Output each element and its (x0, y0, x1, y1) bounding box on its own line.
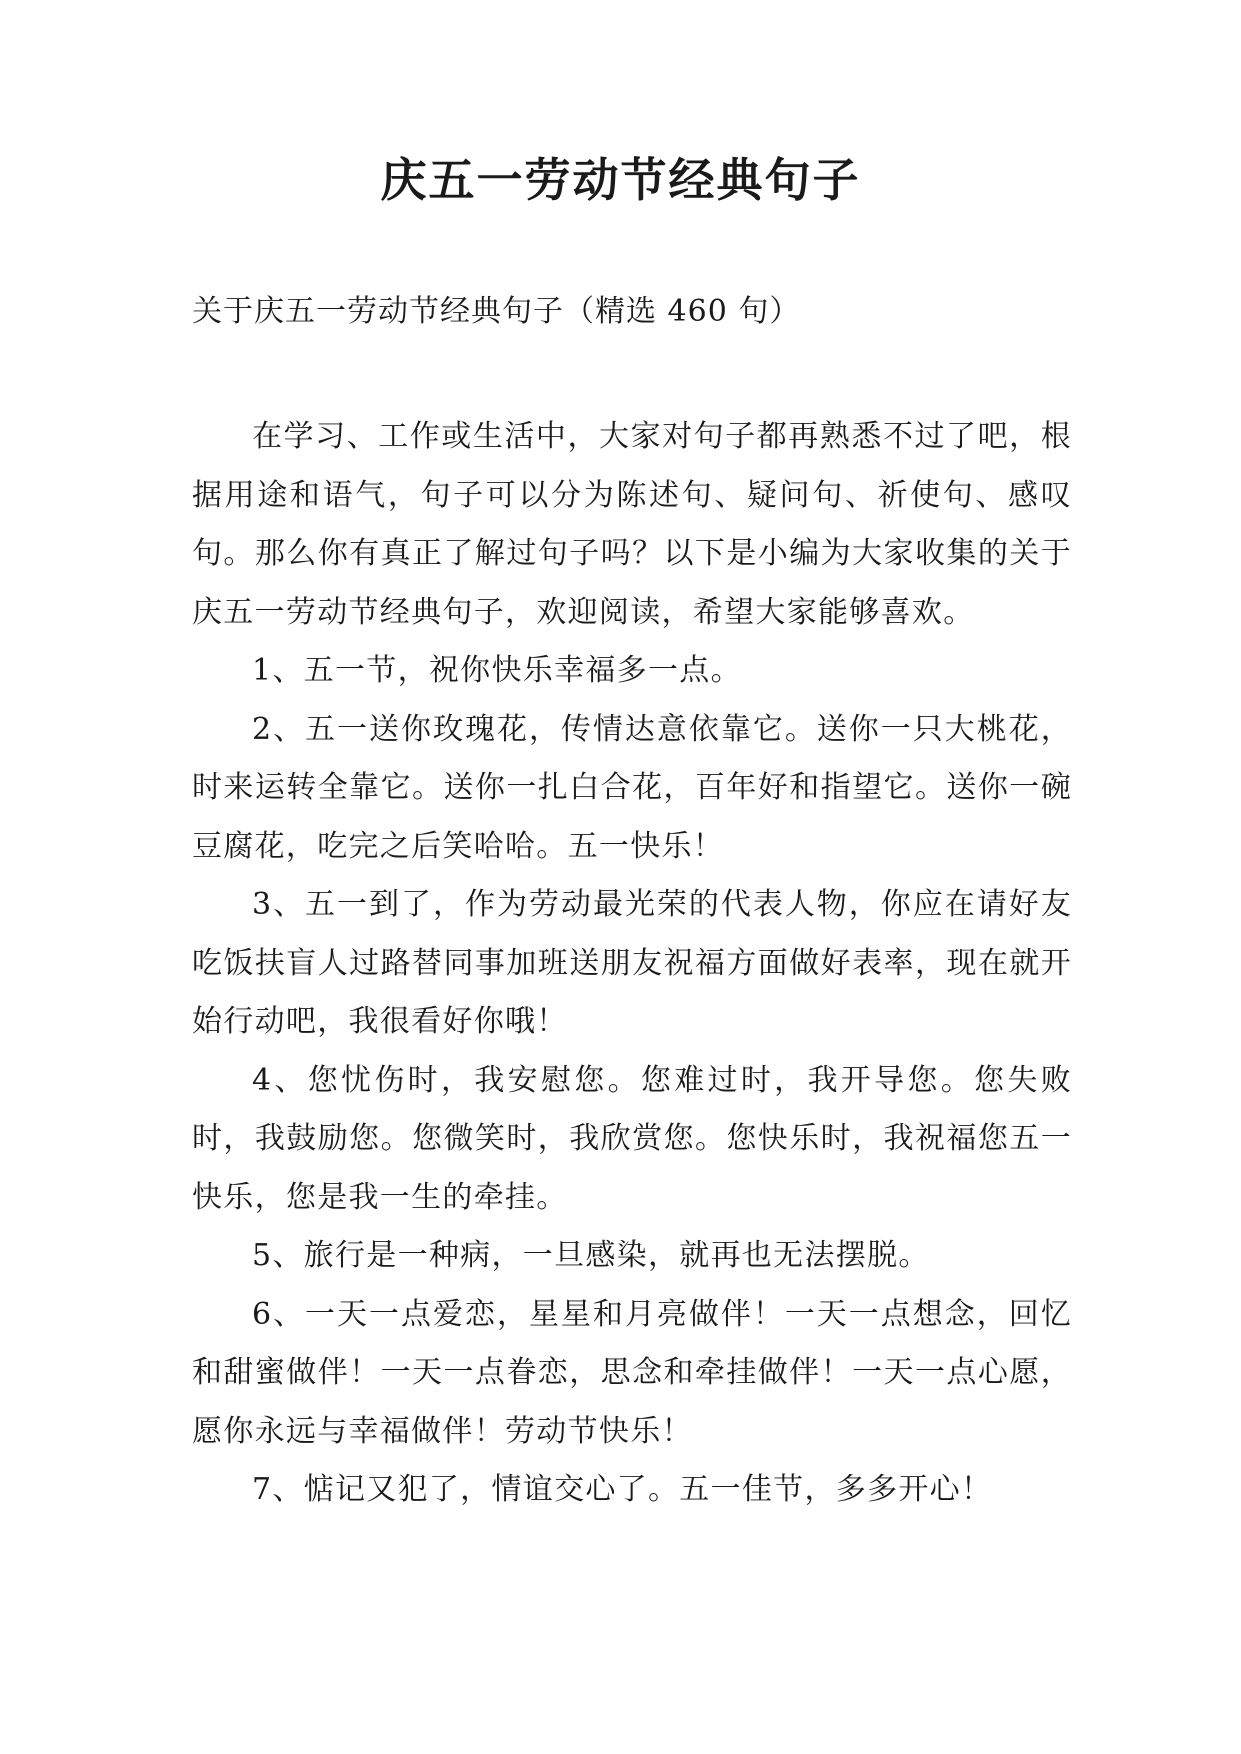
intro-paragraph: 在学习、工作或生活中，大家对句子都再熟悉不过了吧，根据用途和语气，句子可以分为陈述句、疑问句、祈使句、感叹句。那么你有真正了解过句子吗？以下是小编为大家收集的关于庆五一劳动节经典句子，欢迎阅读，希望大家能够喜欢。 (192, 419, 1072, 630)
document-title: 庆五一劳动节经典句子 (380, 153, 861, 207)
document-body (192, 408, 1072, 1520)
sentence-item: 1、五一节，祝你快乐幸福多一点。 (252, 653, 742, 688)
sentence-item: 6、一天一点爱恋，星星和月亮做伴！一天一点想念，回忆和甜蜜做伴！一天一点眷恋，思念和牵挂做伴！一天一点心愿，愿你永远与幸福做伴！劳动节快乐！ (192, 1296, 1072, 1449)
document-subtitle: 关于庆五一劳动节经典句子（精选 460 句） (192, 294, 801, 329)
sentence-item: 5、旅行是一种病，一旦感染，就再也无法摆脱。 (252, 1238, 930, 1273)
sentence-item: 4、您忧伤时，我安慰您。您难过时，我开导您。您失败时，我鼓励您。您微笑时，我欣赏您。您快乐时，我祝福您五一快乐，您是我一生的牵挂。 (192, 1062, 1072, 1215)
sentence-item: 2、五一送你玫瑰花，传情达意依靠它。送你一只大桃花，时来运转全靠它。送你一扎白合花，百年好和指望它。送你一碗豆腐花，吃完之后笑哈哈。五一快乐！ (192, 711, 1072, 864)
sentence-item: 3、五一到了，作为劳动最光荣的代表人物，你应在请好友吃饭扶盲人过路替同事加班送朋友祝福方面做好表率，现在就开始行动吧，我很看好你哦！ (192, 887, 1072, 1039)
sentence-item: 7、惦记又犯了，情谊交心了。五一佳节，多多开心！ (252, 1472, 993, 1507)
